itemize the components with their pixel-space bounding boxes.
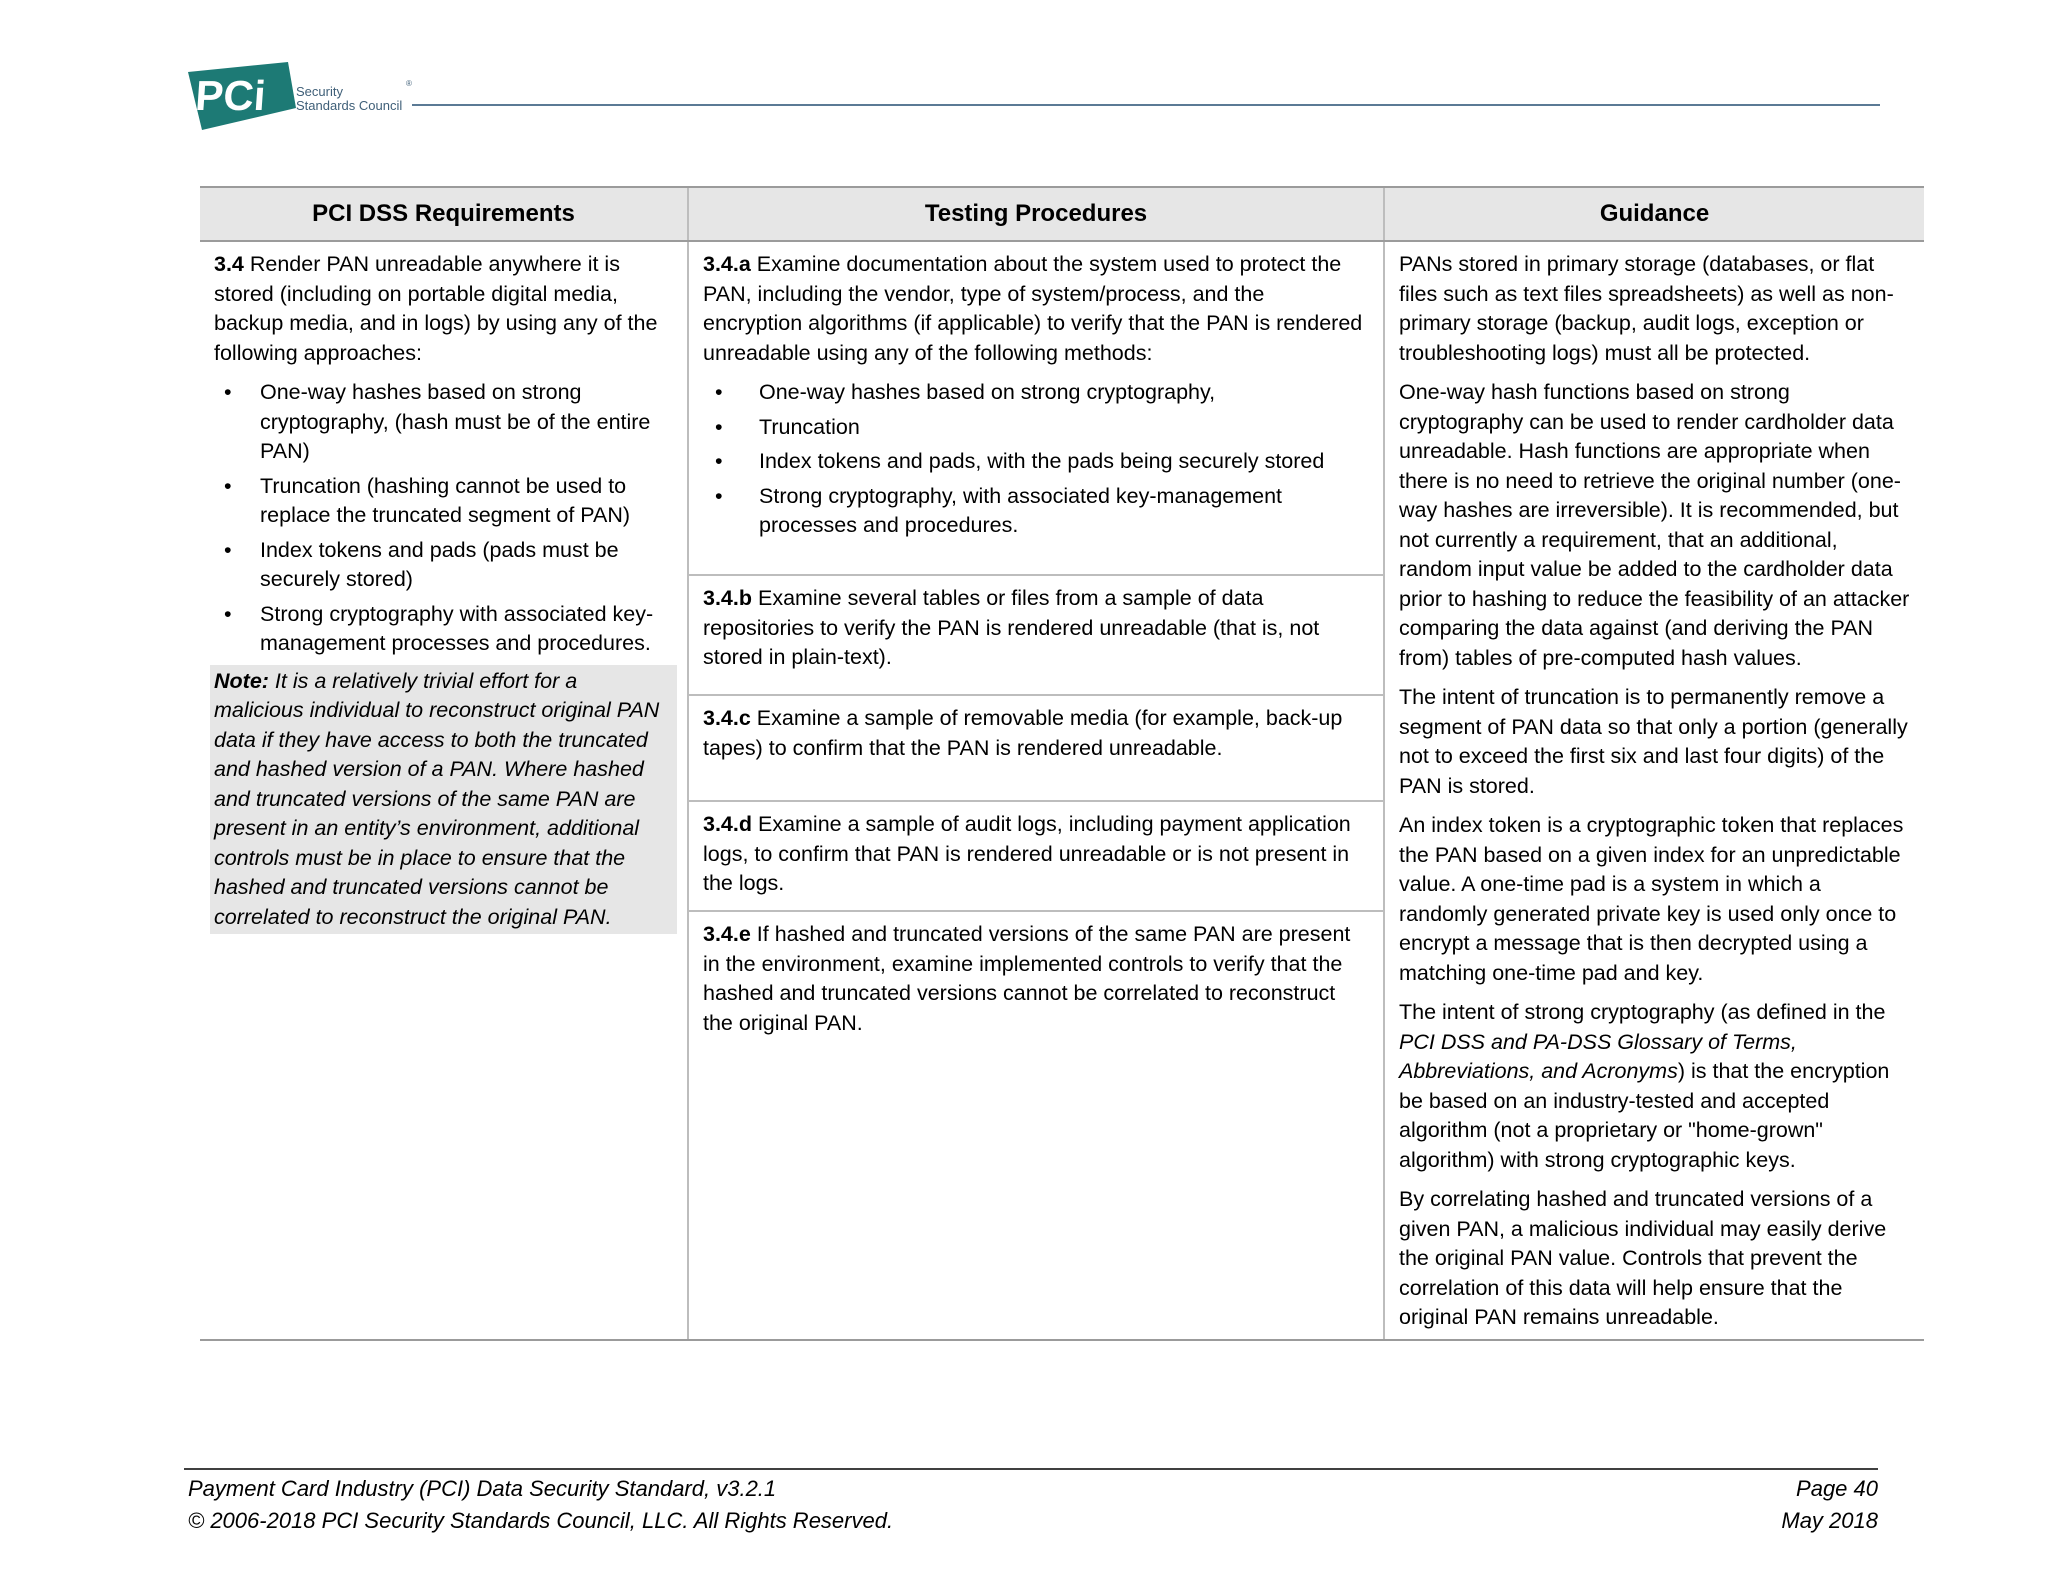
footer-page-number: Page 40: [1796, 1476, 1878, 1501]
requirements-table: [200, 186, 1924, 1341]
procedure-methods-list: [703, 378, 1369, 541]
list-item: • One-way hashes based on strong cryptography,: [703, 378, 1369, 408]
list-item: • Truncation (hashing cannot be used to replace the truncated segment of PAN): [214, 472, 675, 531]
procedure-text: [703, 250, 1369, 368]
logo-mark-text: PCi: [193, 72, 268, 119]
footer-copyright: © 2006-2018 PCI Security Standards Council, LLC. All Rights Reserved.: [188, 1508, 894, 1533]
header-testing-procedures: Testing Procedures: [688, 187, 1384, 241]
list-item: • One-way hashes based on strong cryptography, (hash must be of the entire PAN): [214, 378, 675, 467]
testing-procedure-3-4-c: [689, 696, 1383, 802]
requirement-approaches-list: [214, 378, 675, 659]
testing-procedure-3-4-b: [689, 576, 1383, 696]
procedure-id: 3.4.a: [703, 252, 751, 276]
list-item: • Strong cryptography with associated key-management processes and procedures.: [214, 600, 675, 659]
header-guidance: Guidance: [1384, 187, 1924, 241]
guidance-paragraph: An index token is a cryptographic token that replaces the PAN based on a given index for an unpredictable value. A one-time pad is a system in which a randomly generated private key is used only once to encrypt a message that is then decrypted using a matching one-time pad and key.: [1399, 813, 1904, 985]
list-item: • Truncation: [703, 413, 1369, 443]
guidance-cell: [1384, 241, 1924, 1340]
guidance-text: The intent of strong cryptography (as defined in the: [1399, 1000, 1886, 1024]
guidance-paragraph: [1399, 998, 1912, 1175]
requirement-body: Render PAN unreadable anywhere it is stored (including on portable digital media, backup media, and in logs) by using any of the following approaches:: [214, 252, 658, 365]
requirement-text: [214, 250, 675, 368]
note-text: It is a relatively trivial effort for a malicious individual to reconstruct original PAN data if they have access to both the truncated and hashed version of a PAN. Where hashed and truncated versions of the same PAN are present in an entity’s environment, additional controls must be in place to ensure that the hashed and truncated versions cannot be correlated to reconstruct the original PAN.: [214, 668, 660, 929]
guidance-paragraph: One-way hash functions based on strong cryptography can be used to render cardholder data unreadable. Hash functions are appropriate when there is no need to retrieve the original number (one-way hashes are irreversible). It is recommended, but not currently a requirement, that an additional, random input value be added to the cardholder data prior to hashing to reduce the feasibility of an attacker comparing the data against (and deriving the PAN from) tables of pre-computed hash values.: [1399, 380, 1910, 670]
procedure-body: Examine documentation about the system used to protect the PAN, including the vendor, type of system/process, and the encryption algorithms (if applicable) to verify that the PAN is rendered unreadable using any of the following methods:: [703, 252, 1363, 365]
header-requirements: PCI DSS Requirements: [200, 187, 688, 241]
footer-rule: [184, 1468, 1878, 1470]
logo-registered-mark: ®: [406, 79, 412, 88]
procedure-id: 3.4.b: [703, 586, 752, 610]
guidance-paragraph: The intent of truncation is to permanently remove a segment of PAN data so that only a portion (generally not to exceed the first six and last four digits) of the PAN is stored.: [1399, 685, 1908, 798]
procedure-id: 3.4.e: [703, 922, 751, 946]
procedure-body: If hashed and truncated versions of the same PAN are present in the environment, examine implemented controls to verify that the hashed and truncated versions cannot be correlated to reconstruct the original PAN.: [703, 922, 1351, 1035]
list-item: • Strong cryptography, with associated key-management processes and procedures.: [703, 482, 1369, 541]
testing-procedure-3-4-a: [689, 242, 1383, 576]
table-header-row: [200, 187, 1924, 241]
procedure-body: Examine a sample of audit logs, including payment application logs, to confirm that PAN is rendered unreadable or is not present in the logs.: [703, 812, 1351, 895]
list-item: • Index tokens and pads (pads must be securely stored): [214, 536, 675, 595]
requirement-note: [210, 665, 677, 935]
footer-date: May 2018: [1781, 1508, 1878, 1533]
guidance-paragraph: By correlating hashed and truncated versions of a given PAN, a malicious individual may easily derive the original PAN value. Controls that prevent the correlation of this data will help ensure that the original PAN remains unreadable.: [1399, 1187, 1887, 1329]
testing-procedure-3-4-e: [689, 912, 1383, 1046]
procedure-body: Examine several tables or files from a sample of data repositories to verify the PAN is rendered unreadable (that is, not stored in plain-text).: [703, 586, 1320, 669]
logo-line1: Security: [296, 84, 343, 99]
procedure-id: 3.4.d: [703, 812, 752, 836]
table-row: [200, 241, 1924, 1340]
testing-procedures-cell: [688, 241, 1384, 1340]
guidance-text: ) is that the encryption be based on an industry-tested and accepted algorithm (not a proprietary or "home-grown" algorithm) with strong cryptographic keys.: [1399, 1059, 1890, 1172]
requirements-cell: [200, 241, 688, 1340]
logo-line2: Standards Council: [296, 98, 403, 113]
procedure-id: 3.4.c: [703, 706, 751, 730]
guidance-paragraph: PANs stored in primary storage (databases, or flat files such as text files spreadsheets) as well as non-primary storage (backup, audit logs, exception or troubleshooting logs) must all be protected.: [1399, 252, 1894, 365]
header-rule: [412, 104, 1880, 106]
note-label: Note:: [214, 668, 269, 693]
pci-ssc-logo: [184, 60, 414, 132]
footer-document-title: Payment Card Industry (PCI) Data Security Standard, v3.2.1: [188, 1476, 777, 1501]
requirement-id: 3.4: [214, 252, 244, 276]
procedure-body: Examine a sample of removable media (for example, back-up tapes) to confirm that the PAN is rendered unreadable.: [703, 706, 1343, 760]
testing-procedure-3-4-d: [689, 802, 1383, 912]
list-item: • Index tokens and pads, with the pads being securely stored: [703, 447, 1369, 477]
glossary-title: PCI DSS and PA-DSS Glossary of Terms, Abbreviations, and Acronyms: [1399, 1029, 1797, 1083]
